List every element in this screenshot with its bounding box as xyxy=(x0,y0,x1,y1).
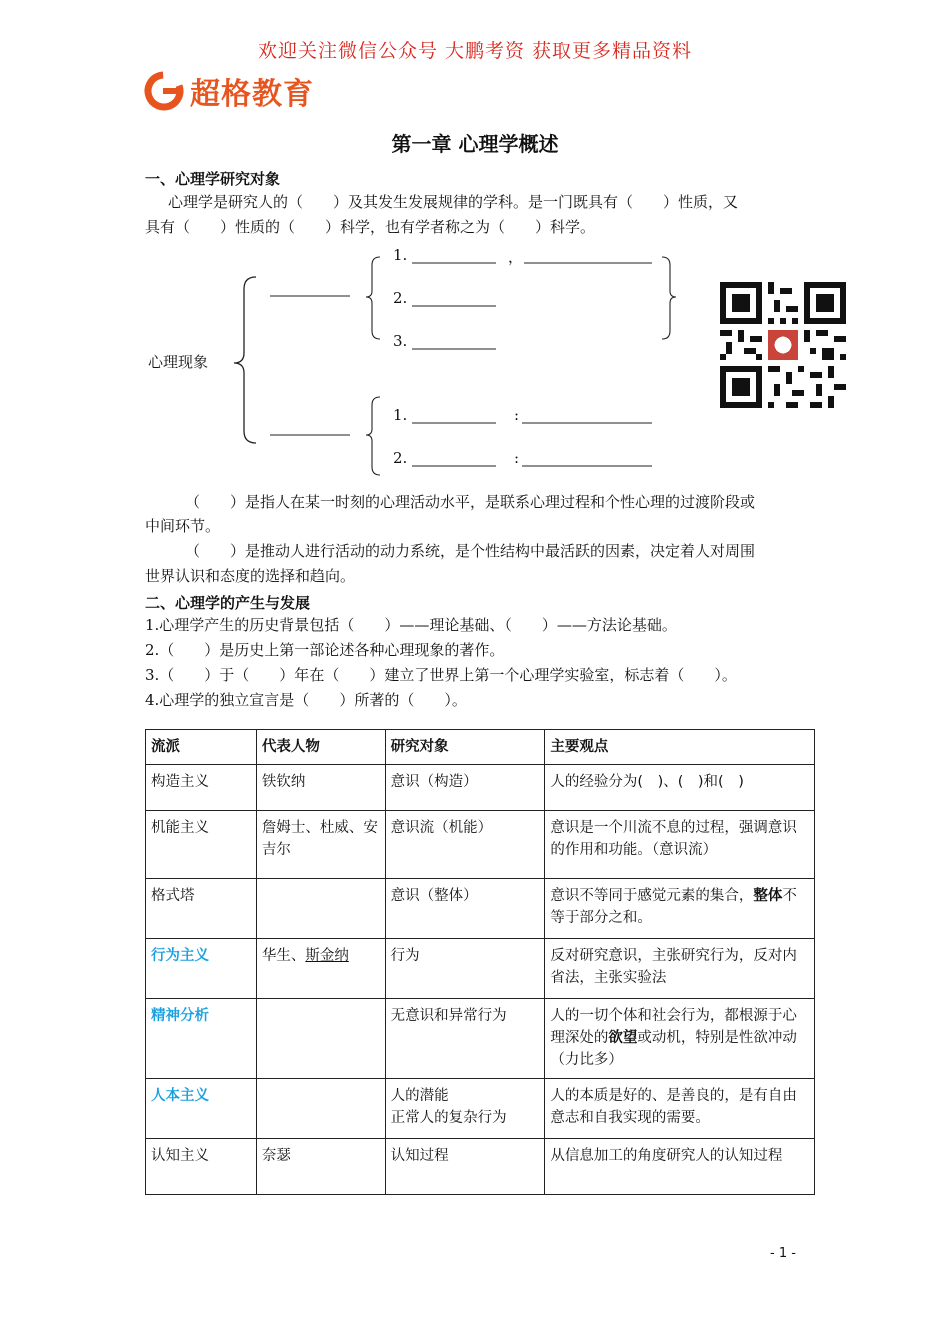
section2-item-3: 3.（ ）于（ ）年在（ ）建立了世界上第一个心理学实验室，标志着（ ）。 xyxy=(145,666,737,684)
school-name: 认知主义 xyxy=(146,1139,257,1195)
school-view xyxy=(545,999,815,1079)
school-view: 人的本质是好的、是善良的，是有自由意志和自我实现的需要。 xyxy=(545,1079,815,1139)
section1-para-line1: 心理学是研究人的（ ）及其发生发展规律的学科。是一门既具有（ ）性质，又 xyxy=(168,193,739,211)
section2-item-2: 2.（ ）是历史上第一部论述各种心理现象的著作。 xyxy=(145,641,505,659)
top-banner: 欢迎关注微信公众号 大鹏考资 获取更多精品资料 xyxy=(257,40,693,62)
schools-table xyxy=(145,729,815,1195)
school-people xyxy=(256,999,385,1079)
school-view-part-c: 不等于部分之和。 xyxy=(550,888,797,926)
table-header-row xyxy=(146,730,815,765)
qr-code-icon xyxy=(720,282,846,408)
school-people xyxy=(256,879,385,939)
school-people xyxy=(256,939,385,999)
school-name: 人本主义 xyxy=(146,1079,257,1139)
school-view: 人的经验分为( )、( )和( ) xyxy=(545,765,815,811)
state-para-line1: （ ）是指人在某一时刻的心理活动水平，是联系心理过程和个性心理的过渡阶段或 xyxy=(185,493,756,511)
table-row xyxy=(146,1139,815,1195)
state-para-line2: 中间环节。 xyxy=(145,517,221,535)
g1-item-1-number: 1. xyxy=(393,246,408,264)
table-row xyxy=(146,999,815,1079)
logo xyxy=(144,70,314,112)
g1-item-3-number: 3. xyxy=(393,332,408,350)
school-people: 奈瑟 xyxy=(256,1139,385,1195)
section2-item-1: 1.心理学产生的历史背景包括（ ）——理论基础、（ ）——方法论基础。 xyxy=(145,616,677,634)
school-view-part-a: 人的一切个体和社会行为，都根源于心理深处的 xyxy=(550,1008,797,1046)
g2-item-2-number: 2. xyxy=(393,449,408,467)
header-people: 代表人物 xyxy=(256,730,385,765)
school-view: 从信息加工的角度研究人的认知过程 xyxy=(545,1139,815,1195)
school-object: 意识（构造） xyxy=(385,765,545,811)
school-people-part-a: 华生、 xyxy=(261,948,306,964)
school-name: 机能主义 xyxy=(146,811,257,879)
motive-para-line2: 世界认识和态度的选择和趋向。 xyxy=(145,567,356,585)
school-view-bold: 整体 xyxy=(753,888,783,904)
school-object-line-2: 正常人的复杂行为 xyxy=(390,1110,507,1126)
concept-diagram xyxy=(140,245,700,485)
header-school: 流派 xyxy=(146,730,257,765)
root-brace xyxy=(234,277,256,443)
section2-item-4: 4.心理学的独立宣言是（ ）所著的（ ）。 xyxy=(145,691,467,709)
group1-brace xyxy=(366,257,380,339)
section1-heading: 一、心理学研究对象 xyxy=(145,170,281,188)
table-row xyxy=(146,879,815,939)
logo-text: 超格教育 xyxy=(190,77,314,112)
school-object: 意识流（机能） xyxy=(385,811,545,879)
page-number: - 1 - xyxy=(770,1246,796,1261)
school-object xyxy=(385,1079,545,1139)
school-object: 意识（整体） xyxy=(385,879,545,939)
school-object-line-1: 人的潜能 xyxy=(390,1088,449,1104)
school-object: 行为 xyxy=(385,939,545,999)
school-view-part-c: 或动机，特别是性欲冲动（力比多） xyxy=(550,1030,797,1068)
header-object: 研究对象 xyxy=(385,730,545,765)
group2-brace xyxy=(366,397,380,475)
school-object: 认知过程 xyxy=(385,1139,545,1195)
table-row xyxy=(146,939,815,999)
school-people-part-b: 斯金纳 xyxy=(305,948,349,964)
motive-para-line1: （ ）是推动人进行活动的动力系统，是个性结构中最活跃的因素，决定着人对周围 xyxy=(185,542,756,560)
g1-item-2-number: 2. xyxy=(393,289,408,307)
header-view: 主要观点 xyxy=(545,730,815,765)
diagram-root-label: 心理现象 xyxy=(148,353,209,371)
chapter-title: 第一章 心理学概述 xyxy=(391,132,559,156)
section1-para-line2: 具有（ ）性质的（ ）科学，也有学者称之为（ ）科学。 xyxy=(145,218,596,236)
school-people xyxy=(256,1079,385,1139)
school-view-bold: 欲望 xyxy=(608,1030,638,1046)
school-people: 詹姆士、杜威、安吉尔 xyxy=(256,811,385,879)
section2-heading: 二、心理学的产生与发展 xyxy=(145,594,311,612)
logo-g-icon xyxy=(144,71,184,111)
table-row xyxy=(146,811,815,879)
school-view: 意识是一个川流不息的过程，强调意识的作用和功能。（意识流） xyxy=(545,811,815,879)
school-name: 精神分析 xyxy=(146,999,257,1079)
g2-item-1-colon: : xyxy=(514,406,520,424)
school-view-part-a: 意识不等同于感觉元素的集合， xyxy=(550,888,754,904)
table-row xyxy=(146,1079,815,1139)
school-name: 行为主义 xyxy=(146,939,257,999)
school-view: 反对研究意识，主张研究行为，反对内省法，主张实验法 xyxy=(545,939,815,999)
table-row xyxy=(146,765,815,811)
school-name: 格式塔 xyxy=(146,879,257,939)
g2-item-1-number: 1. xyxy=(393,406,408,424)
school-view xyxy=(545,879,815,939)
school-name: 构造主义 xyxy=(146,765,257,811)
group1-right-brace xyxy=(662,257,676,339)
school-object: 无意识和异常行为 xyxy=(385,999,545,1079)
g1-comma: ， xyxy=(508,248,524,266)
school-people: 铁钦纳 xyxy=(256,765,385,811)
g2-item-2-colon: : xyxy=(514,449,520,467)
